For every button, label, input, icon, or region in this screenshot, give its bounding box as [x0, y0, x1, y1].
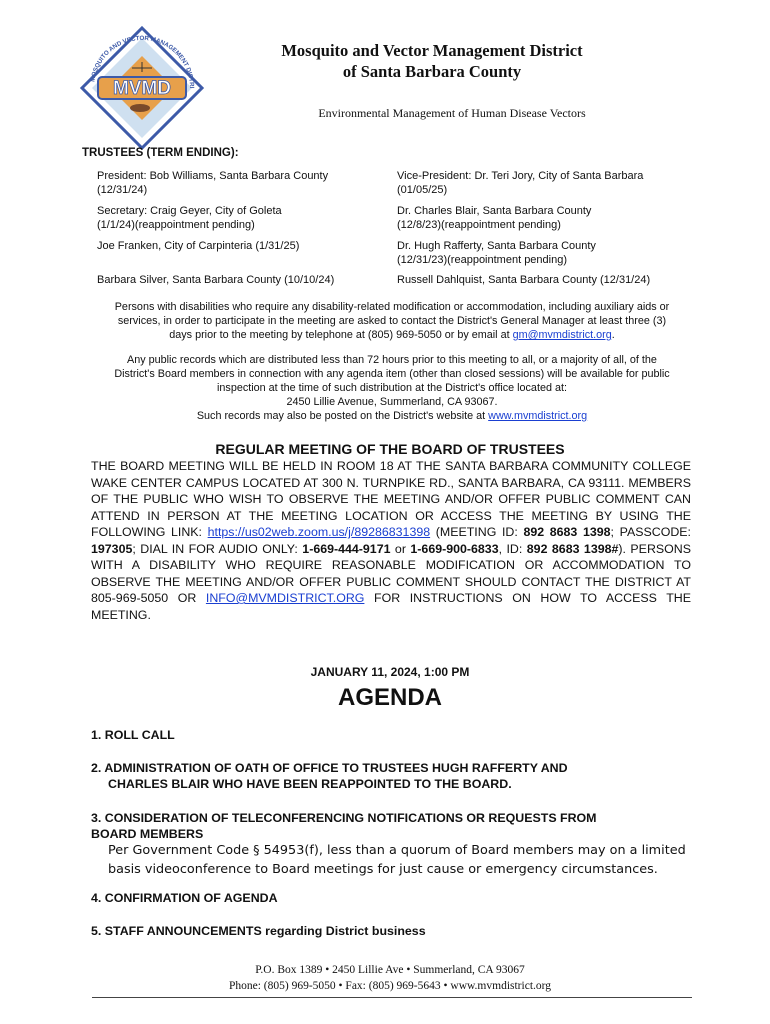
trustee-entry — [397, 240, 697, 267]
org-name-line1: Mosquito and Vector Management District — [281, 41, 583, 60]
meeting-text: THE BOARD MEETING WILL BE HELD IN ROOM 18 AT THE SANTA BARBARA COMMUNITY COLLEGE WAKE CENTER CAMPUS LOCATED AT 300 N. TURNPIKE RD., SANTA BARBARA, CA 93111. MEMBERS OF THE PUBLIC WHO WISH TO OBSERVE THE MEETING AND/OR OFFER PUBLIC COMMENT CAN ATTEND IN PERSON AT THE MEETING LOCATION OR ACCESS THE MEETING BY USING THE FOLLOWING LINK: — [91, 459, 691, 539]
org-name — [232, 40, 632, 82]
trustee-line: Joe Franken, City of Carpinteria (1/31/25) — [97, 240, 300, 252]
records-note — [92, 353, 692, 423]
trustee-term: (1/1/24)(reappointment pending) — [97, 218, 255, 231]
note-line — [92, 328, 692, 342]
trustee-entry — [97, 274, 397, 288]
note-text: days prior to the meeting by telephone at (805) 969-5050 or by email at — [169, 329, 513, 341]
trustee-term: (01/05/25) — [397, 183, 448, 196]
note-line: Persons with disabilities who require any disability-related modification or accommodation, including auxiliary aids or — [114, 301, 670, 313]
agenda-item-line: CHARLES BLAIR WHO HAVE BEEN REAPPOINTED TO THE BOARD. — [108, 777, 512, 791]
note-line: inspection at the time of such distribution at the District's office located at: — [217, 382, 567, 394]
agenda-item-staff-announcements — [91, 923, 691, 939]
trustee-line: Russell Dahlquist, Santa Barbara County (12/31/24) — [397, 274, 651, 286]
trustee-entry — [97, 240, 397, 254]
district-logo — [76, 22, 208, 154]
meeting-text: ; PASSCODE: — [610, 525, 691, 539]
website-link[interactable]: www.mvmdistrict.org — [488, 410, 588, 422]
note-line: District's Board members in connection with any agenda item (other than closed sessions) will be available for public — [114, 368, 670, 380]
trustee-line: Vice-President: Dr. Teri Jory, City of Santa Barbara — [397, 170, 644, 182]
trustee-line: Dr. Hugh Rafferty, Santa Barbara County — [397, 240, 596, 252]
org-name-line2: of Santa Barbara County — [342, 62, 522, 81]
note-line: Per Government Code § 54953(f), less than a quorum of Board members may on a limited — [108, 843, 686, 858]
dial-in-id: 892 8683 1398# — [526, 541, 619, 556]
footer-divider — [92, 997, 692, 998]
dial-in-phone: 1-669-900-6833 — [410, 541, 499, 556]
trustee-entry — [97, 205, 397, 232]
meeting-text: ). PERSONS WITH A DISABILITY WHO REQUIRE REASONABLE MODIFICATION OR ACCOMMODATION TO OBSERVE THE MEETING AND/OR OFFER PUBLIC COMMENT SHOULD CONTACT THE DISTRICT AT 805-969-5050 OR — [91, 541, 692, 605]
meeting-heading: REGULAR MEETING OF THE BOARD OF TRUSTEES — [215, 441, 565, 457]
meeting-date: JANUARY 11, 2024, 1:00 PM — [310, 665, 470, 679]
agenda-item-roll-call: 1. ROLL CALL — [91, 728, 175, 742]
trustee-line: President: Bob Williams, Santa Barbara County — [97, 170, 329, 182]
org-tagline: Environmental Management of Human Disease Vectors — [318, 106, 586, 120]
trustee-entry — [397, 170, 697, 197]
agenda-item-line: BOARD MEMBERS — [91, 827, 204, 841]
trustees-heading: TRUSTEES (TERM ENDING): — [82, 147, 239, 159]
meeting-id: 892 8683 1398 — [523, 525, 611, 539]
note-text: . — [611, 329, 615, 341]
trustee-line: Secretary: Craig Geyer, City of Goleta — [97, 205, 282, 217]
logo-ring-text: MOSQUITO AND VECTOR MANAGEMENT DISTRI — [89, 34, 196, 89]
trustee-entry — [97, 170, 397, 197]
meeting-text: ; DIAL IN FOR AUDIO ONLY: — [132, 541, 303, 556]
zoom-link[interactable]: https://us02web.zoom.us/j/89286831398 — [207, 525, 431, 539]
logo-wordmark: MVMD — [112, 78, 172, 99]
trustee-term: (12/8/23)(reappointment pending) — [397, 218, 561, 231]
trustee-entry — [397, 274, 697, 288]
disability-note — [92, 300, 692, 342]
agenda-item-teleconferencing — [91, 810, 691, 842]
info-email-link[interactable]: INFO@MVMDISTRICT.ORG — [205, 591, 365, 605]
trustee-line: Dr. Charles Blair, Santa Barbara County — [397, 205, 592, 217]
note-line: basis videoconference to Board meetings for just cause or emergency circumstances. — [108, 862, 658, 877]
footer-address: P.O. Box 1389 • 2450 Lillie Ave • Summerland, CA 93067 — [255, 964, 525, 976]
meeting-body — [91, 458, 691, 623]
note-line: services, in order to participate in the meeting are asked to contact the District's General Manager at least three (3) — [117, 315, 667, 327]
meeting-text: FOR INSTRUCTIONS ON HOW TO ACCESS THE MEETING. — [91, 591, 691, 622]
dial-in-phone: 1-669-444-9171 — [302, 541, 391, 556]
meeting-text: , ID: — [498, 541, 527, 556]
note-line: Any public records which are distributed less than 72 hours prior to this meeting to all, or a majority of all, of the — [127, 354, 657, 366]
footer-contact: Phone: (805) 969-5050 • Fax: (805) 969-5643 • www.mvmdistrict.org — [228, 980, 552, 992]
meeting-text: or — [390, 541, 411, 556]
trustee-line: Barbara Silver, Santa Barbara County (10/10/24) — [97, 274, 335, 286]
teleconferencing-note — [108, 841, 698, 879]
agenda-item-line: 2. ADMINISTRATION OF OATH OF OFFICE TO TRUSTEES HUGH RAFFERTY AND — [91, 761, 568, 775]
agenda-item-confirmation: 4. CONFIRMATION OF AGENDA — [91, 891, 278, 905]
trustee-term: (12/31/23)(reappointment pending) — [397, 253, 568, 266]
meeting-passcode: 197305 — [91, 541, 133, 556]
agenda-item-detail: regarding District business — [261, 924, 426, 938]
agenda-title: AGENDA — [337, 684, 442, 711]
note-line — [92, 409, 692, 423]
gm-email-link[interactable]: gm@mvmdistrict.org — [512, 329, 612, 341]
trustee-entry — [397, 205, 697, 232]
agenda-item-line: 3. CONSIDERATION OF TELECONFERENCING NOTIFICATIONS OR REQUESTS FROM — [91, 811, 597, 825]
meeting-text: (MEETING ID: — [430, 525, 524, 539]
note-line: 2450 Lillie Avenue, Summerland, CA 93067. — [286, 396, 498, 408]
agenda-item-label: 5. STAFF ANNOUNCEMENTS — [91, 924, 262, 938]
note-text: Such records may also be posted on the District's website at — [196, 410, 489, 422]
trustee-term: (12/31/24) — [97, 183, 148, 196]
agenda-item-oath — [91, 760, 691, 792]
